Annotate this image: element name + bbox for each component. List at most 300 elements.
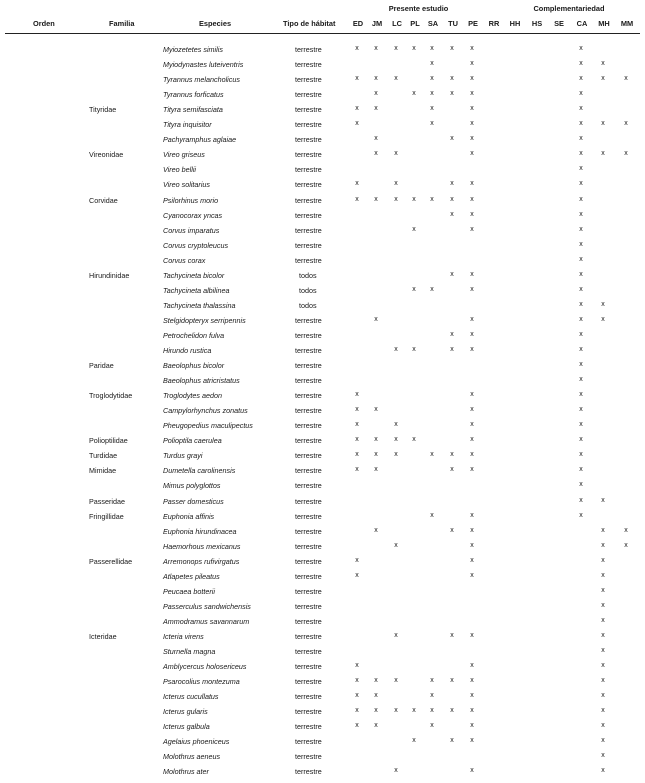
species-cell: Icterus galbula [163, 722, 210, 732]
presence-mark-ca: x [579, 330, 583, 338]
presence-mark-jm: x [374, 315, 378, 323]
table-row [0, 587, 645, 602]
presence-mark-sa: x [430, 285, 434, 293]
header-rule [5, 33, 640, 34]
presence-mark-ca: x [579, 361, 583, 369]
species-cell: Stelgidopteryx serripennis [163, 315, 246, 325]
habitat-cell: terrestre [295, 315, 322, 325]
presence-mark-ca: x [579, 240, 583, 248]
table-row [0, 647, 645, 662]
species-cell: Icterus cucullatus [163, 692, 219, 702]
table-row [0, 346, 645, 361]
presence-mark-pe: x [470, 315, 474, 323]
table-row [0, 436, 645, 451]
species-cell: Myiozetetes similis [163, 45, 223, 54]
habitat-cell: terrestre [295, 75, 322, 85]
table-row [0, 481, 645, 496]
presence-mark-mm: x [624, 120, 628, 128]
presence-mark-mh: x [601, 150, 605, 158]
table-row [0, 767, 645, 782]
presence-mark-mh: x [601, 541, 605, 549]
presence-mark-jm: x [374, 526, 378, 534]
species-cell: Vireo bellii [163, 165, 197, 175]
presence-mark-ed: x [355, 421, 359, 429]
table-row [0, 707, 645, 722]
presence-mark-mh: x [601, 752, 605, 760]
presence-mark-tu: x [450, 135, 454, 143]
table-row [0, 90, 645, 105]
presence-mark-ca: x [579, 135, 583, 143]
species-cell: Ammodramus savannarum [163, 616, 250, 626]
habitat-cell: terrestre [295, 195, 322, 205]
presence-mark-jm: x [374, 722, 378, 730]
presence-mark-ca: x [579, 120, 583, 128]
habitat-cell: terrestre [295, 90, 322, 100]
presence-mark-jm: x [374, 406, 378, 414]
species-cell: Psarocolius montezuma [163, 677, 240, 687]
presence-mark-pe: x [470, 150, 474, 158]
presence-mark-pe: x [470, 707, 474, 715]
presence-mark-tu: x [450, 677, 454, 685]
habitat-cell: terrestre [295, 391, 322, 401]
presence-mark-mh: x [601, 300, 605, 308]
familia-cell: Passerellidae [89, 556, 133, 566]
presence-mark-ca: x [579, 481, 583, 489]
familia-cell: Passeridae [89, 496, 125, 506]
presence-mark-mh: x [601, 586, 605, 594]
species-cell: Molothrus ater [163, 767, 209, 777]
presence-mark-pe: x [470, 225, 474, 233]
table-row [0, 316, 645, 331]
presence-mark-pe: x [470, 285, 474, 293]
presence-mark-mh: x [601, 526, 605, 534]
col-header-pe: PE [468, 19, 478, 28]
table-row [0, 135, 645, 150]
habitat-cell: terrestre [295, 45, 322, 54]
presence-mark-ed: x [355, 556, 359, 564]
habitat-cell: terrestre [295, 165, 322, 175]
habitat-cell: terrestre [295, 255, 322, 265]
presence-mark-lc: x [394, 180, 398, 188]
species-cell: Hirundo rustica [163, 346, 212, 355]
presence-mark-pe: x [470, 195, 474, 203]
species-cell: Amblycercus holosericeus [163, 662, 247, 672]
presence-mark-pe: x [470, 45, 474, 52]
presence-mark-lc: x [394, 767, 398, 775]
table-row [0, 376, 645, 391]
presence-mark-lc: x [394, 195, 398, 203]
presence-mark-ca: x [579, 45, 583, 52]
presence-mark-ca: x [579, 105, 583, 113]
presence-mark-mh: x [601, 601, 605, 609]
species-cell: Tityra inquisitor [163, 120, 212, 130]
habitat-cell: terrestre [295, 752, 322, 762]
table-row [0, 722, 645, 737]
species-cell: Euphonia affinis [163, 511, 215, 521]
presence-mark-ca: x [579, 210, 583, 218]
presence-mark-mh: x [601, 662, 605, 670]
table-row [0, 572, 645, 587]
species-cell: Pheugopedius maculipectus [163, 421, 253, 431]
presence-mark-mh: x [601, 315, 605, 323]
table-row [0, 165, 645, 180]
presence-mark-tu: x [450, 75, 454, 83]
presence-mark-mh: x [601, 75, 605, 83]
presence-mark-tu: x [450, 45, 454, 52]
habitat-cell: todos [299, 285, 317, 295]
presence-mark-mh: x [601, 677, 605, 685]
presence-mark-ca: x [579, 285, 583, 293]
presence-mark-pe: x [470, 767, 474, 775]
presence-mark-pe: x [470, 330, 474, 338]
species-cell: Icterus gularis [163, 707, 208, 717]
table-row [0, 75, 645, 90]
presence-mark-sa: x [430, 677, 434, 685]
presence-mark-tu: x [450, 451, 454, 459]
table-row [0, 421, 645, 436]
habitat-cell: terrestre [295, 677, 322, 687]
presence-mark-mh: x [601, 631, 605, 639]
presence-mark-sa: x [430, 195, 434, 203]
presence-mark-mh: x [601, 616, 605, 624]
presence-mark-lc: x [394, 75, 398, 83]
presence-mark-pe: x [470, 722, 474, 730]
presence-mark-tu: x [450, 631, 454, 639]
presence-mark-mm: x [624, 526, 628, 534]
col-header-tu: TU [448, 19, 458, 28]
presence-mark-pe: x [470, 391, 474, 399]
species-cell: Atlapetes pileatus [163, 571, 220, 581]
presence-mark-ed: x [355, 75, 359, 83]
familia-cell: Troglodytidae [89, 391, 133, 401]
species-cell: Vireo griseus [163, 150, 205, 160]
presence-mark-mm: x [624, 150, 628, 158]
presence-mark-pe: x [470, 421, 474, 429]
presence-mark-ed: x [355, 662, 359, 670]
habitat-cell: terrestre [295, 210, 322, 220]
presence-mark-ca: x [579, 270, 583, 278]
habitat-cell: terrestre [295, 361, 322, 371]
presence-mark-tu: x [450, 707, 454, 715]
col-header-lc: LC [392, 19, 402, 28]
table-row [0, 150, 645, 165]
table-row [0, 662, 645, 677]
presence-mark-pe: x [470, 556, 474, 564]
presence-mark-jm: x [374, 677, 378, 685]
habitat-cell: terrestre [295, 707, 322, 717]
presence-mark-pl: x [412, 436, 416, 444]
table-row [0, 617, 645, 632]
presence-mark-pe: x [470, 466, 474, 474]
group-header-present: Presente estudio [388, 4, 449, 13]
presence-mark-pl: x [412, 285, 416, 293]
presence-mark-ca: x [579, 315, 583, 323]
table-row [0, 226, 645, 241]
presence-mark-pe: x [470, 662, 474, 670]
habitat-cell: terrestre [295, 466, 322, 476]
species-cell: Passer domesticus [163, 496, 224, 506]
presence-mark-lc: x [394, 45, 398, 52]
presence-mark-mm: x [624, 75, 628, 83]
presence-mark-tu: x [450, 195, 454, 203]
presence-mark-ca: x [579, 195, 583, 203]
presence-mark-pe: x [470, 75, 474, 83]
col-header-orden: Orden [33, 19, 55, 28]
presence-mark-sa: x [430, 511, 434, 519]
table-row [0, 105, 645, 120]
species-cell: Campylorhynchus zonatus [163, 406, 248, 416]
habitat-cell: terrestre [295, 60, 322, 70]
species-cell: Corvus corax [163, 255, 206, 265]
presence-mark-ca: x [579, 466, 583, 474]
presence-mark-pe: x [470, 270, 474, 278]
species-cell: Mimus polyglottos [163, 481, 221, 491]
species-cell: Tachycineta bicolor [163, 270, 225, 280]
col-header-ca: CA [576, 19, 588, 28]
habitat-cell: terrestre [295, 722, 322, 732]
presence-mark-pl: x [412, 225, 416, 233]
species-cell: Agelaius phoeniceus [163, 737, 230, 747]
presence-mark-lc: x [394, 150, 398, 158]
species-cell: Turdus grayi [163, 451, 203, 461]
habitat-cell: terrestre [295, 240, 322, 250]
presence-mark-pl: x [412, 90, 416, 98]
presence-mark-jm: x [374, 436, 378, 444]
habitat-cell: terrestre [295, 436, 322, 446]
presence-mark-ed: x [355, 195, 359, 203]
presence-mark-sa: x [430, 451, 434, 459]
col-header-familia: Familia [109, 19, 135, 28]
presence-mark-pe: x [470, 135, 474, 143]
presence-mark-sa: x [430, 90, 434, 98]
familia-cell: Fringillidae [89, 511, 124, 521]
presence-mark-pe: x [470, 571, 474, 579]
presence-mark-jm: x [374, 451, 378, 459]
presence-mark-mh: x [601, 767, 605, 775]
presence-mark-ca: x [579, 165, 583, 173]
species-cell: Baeolophus atricristatus [163, 376, 240, 386]
presence-mark-jm: x [374, 150, 378, 158]
familia-cell: Polioptilidae [89, 436, 128, 446]
presence-mark-tu: x [450, 270, 454, 278]
presence-mark-pl: x [412, 45, 416, 52]
col-header-se: SE [554, 19, 564, 28]
table-row [0, 512, 645, 527]
habitat-cell: terrestre [295, 496, 322, 506]
presence-mark-tu: x [450, 330, 454, 338]
table-row [0, 497, 645, 512]
presence-mark-tu: x [450, 90, 454, 98]
presence-mark-pe: x [470, 511, 474, 519]
presence-mark-jm: x [374, 707, 378, 715]
presence-mark-sa: x [430, 75, 434, 83]
species-cell: Petrochelidon fulva [163, 330, 225, 340]
presence-mark-ed: x [355, 466, 359, 474]
presence-mark-ed: x [355, 692, 359, 700]
presence-mark-jm: x [374, 90, 378, 98]
presence-mark-jm: x [374, 195, 378, 203]
table-row [0, 677, 645, 692]
presence-mark-jm: x [374, 105, 378, 113]
presence-mark-ca: x [579, 90, 583, 98]
table-row [0, 451, 645, 466]
familia-cell: Corvidae [89, 195, 118, 205]
presence-mark-jm: x [374, 466, 378, 474]
familia-cell: Vireonidae [89, 150, 124, 160]
table-row [0, 60, 645, 75]
species-cell: Peucaea botterii [163, 586, 215, 596]
presence-mark-sa: x [430, 722, 434, 730]
table-row [0, 632, 645, 647]
col-header-mm: MM [620, 19, 634, 28]
species-cell: Arremonops rufivirgatus [163, 556, 240, 566]
habitat-cell: todos [299, 300, 317, 310]
presence-mark-ed: x [355, 105, 359, 113]
familia-cell: Mimidae [89, 466, 117, 476]
familia-cell: Hirundinidae [89, 270, 130, 280]
table-row [0, 301, 645, 316]
habitat-cell: terrestre [295, 586, 322, 596]
table-row [0, 180, 645, 195]
habitat-cell: terrestre [295, 225, 322, 235]
presence-mark-ca: x [579, 451, 583, 459]
presence-mark-ed: x [355, 707, 359, 715]
species-cell: Dumetella carolinensis [163, 466, 236, 476]
presence-mark-tu: x [450, 466, 454, 474]
presence-mark-tu: x [450, 210, 454, 218]
presence-mark-mh: x [601, 737, 605, 745]
presence-mark-pe: x [470, 737, 474, 745]
col-header-ed: ED [352, 19, 364, 28]
table-row [0, 256, 645, 271]
habitat-cell: terrestre [295, 150, 322, 160]
species-cell: Passerculus sandwichensis [163, 601, 251, 611]
presence-mark-sa: x [430, 692, 434, 700]
species-cell: Molothrus aeneus [163, 752, 221, 762]
table-row [0, 527, 645, 542]
col-header-hh: HH [509, 19, 521, 28]
presence-mark-ed: x [355, 120, 359, 128]
presence-mark-ca: x [579, 60, 583, 68]
presence-mark-sa: x [430, 45, 434, 52]
presence-mark-ca: x [579, 421, 583, 429]
species-cell: Tityra semifasciata [163, 105, 223, 115]
presence-mark-lc: x [394, 541, 398, 549]
habitat-cell: terrestre [295, 601, 322, 611]
presence-mark-lc: x [394, 677, 398, 685]
table-row [0, 466, 645, 481]
presence-mark-sa: x [430, 60, 434, 68]
species-cell: Euphonia hirundinacea [163, 526, 237, 536]
presence-mark-ca: x [579, 436, 583, 444]
presence-mark-tu: x [450, 737, 454, 745]
presence-mark-ca: x [579, 75, 583, 83]
presence-mark-pe: x [470, 692, 474, 700]
table-row [0, 120, 645, 135]
presence-mark-pl: x [412, 346, 416, 353]
col-header-especies: Especies [199, 19, 232, 28]
presence-mark-pe: x [470, 406, 474, 414]
presence-mark-pe: x [470, 120, 474, 128]
habitat-cell: terrestre [295, 631, 322, 641]
species-cell: Tyrannus melancholicus [163, 75, 240, 85]
presence-mark-mh: x [601, 692, 605, 700]
habitat-cell: terrestre [295, 692, 322, 702]
species-cell: Psilorhinus morio [163, 195, 219, 205]
table-row [0, 361, 645, 376]
presence-mark-ed: x [355, 45, 359, 52]
table-row [0, 752, 645, 767]
col-header-pl: PL [410, 19, 420, 28]
presence-mark-ca: x [579, 511, 583, 519]
presence-mark-ca: x [579, 150, 583, 158]
familia-cell: Turdidae [89, 451, 118, 461]
presence-mark-pe: x [470, 677, 474, 685]
presence-mark-mh: x [601, 647, 605, 654]
species-cell: Haemorhous mexicanus [163, 541, 241, 551]
habitat-cell: terrestre [295, 105, 322, 115]
presence-mark-pe: x [470, 180, 474, 188]
presence-mark-tu: x [450, 180, 454, 188]
presence-mark-ca: x [579, 346, 583, 353]
presence-mark-pe: x [470, 526, 474, 534]
table-row [0, 45, 645, 60]
habitat-cell: terrestre [295, 376, 322, 386]
species-cell: Myiodynastes luteiventris [163, 60, 244, 70]
table-row [0, 196, 645, 211]
table-row [0, 286, 645, 301]
presence-mark-sa: x [430, 120, 434, 128]
presence-mark-mm: x [624, 541, 628, 549]
species-cell: Baeolophus bicolor [163, 361, 225, 371]
species-cell: Pachyramphus aglaiae [163, 135, 237, 145]
table-row [0, 542, 645, 557]
presence-mark-pe: x [470, 451, 474, 459]
species-cell: Tyrannus forficatus [163, 90, 224, 100]
table-row [0, 211, 645, 226]
habitat-cell: terrestre [295, 737, 322, 747]
presence-mark-lc: x [394, 631, 398, 639]
habitat-cell: todos [299, 270, 317, 280]
species-cell: Troglodytes aedon [163, 391, 223, 401]
col-header-habitat: Tipo de hábitat [283, 19, 336, 28]
habitat-cell: terrestre [295, 346, 322, 355]
presence-mark-ed: x [355, 451, 359, 459]
presence-mark-ca: x [579, 391, 583, 399]
presence-mark-ed: x [355, 436, 359, 444]
species-cell: Tachycineta albilinea [163, 285, 230, 295]
presence-mark-ed: x [355, 722, 359, 730]
presence-mark-pe: x [470, 541, 474, 549]
habitat-cell: terrestre [295, 556, 322, 566]
presence-mark-mh: x [601, 60, 605, 68]
familia-cell: Paridae [89, 361, 114, 371]
habitat-cell: terrestre [295, 662, 322, 672]
presence-mark-pe: x [470, 90, 474, 98]
table-row [0, 271, 645, 286]
table-row [0, 241, 645, 256]
presence-mark-pe: x [470, 631, 474, 639]
presence-mark-lc: x [394, 421, 398, 429]
species-cell: Polioptila caerulea [163, 436, 222, 446]
presence-mark-pe: x [470, 210, 474, 218]
species-cell: Vireo solitarius [163, 180, 211, 190]
presence-mark-ed: x [355, 180, 359, 188]
habitat-cell: terrestre [295, 616, 322, 626]
col-header-mh: MH [598, 19, 610, 28]
habitat-cell: terrestre [295, 526, 322, 536]
presence-mark-ed: x [355, 677, 359, 685]
